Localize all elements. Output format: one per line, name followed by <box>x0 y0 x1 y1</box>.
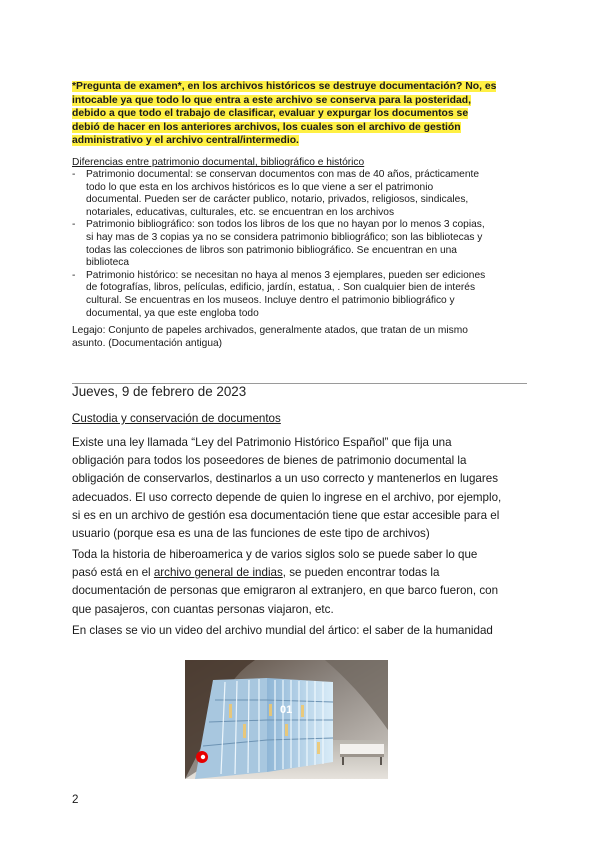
exam-note-line: intocable ya que todo lo que entra a este archivo se conserva para la posteridad, <box>72 94 472 106</box>
list-item-line: documental. Pueden ser de carácter publico, notario, privados, religiosos, sindicales, <box>86 194 469 206</box>
bullet-dash: - <box>72 169 76 180</box>
paragraph-text: , se pueden encontrar todas la <box>282 566 440 580</box>
paragraph-line: usuario (porque esa es una de las funciones de este tipo de archivos) <box>72 527 430 541</box>
paragraph-video-artico: En clases se vio un video del archivo mundial del ártico: el saber de la humanidad <box>72 624 493 637</box>
archivo-indias-underline: archivo general de indias <box>153 566 283 580</box>
paragraph-line: obligación de conservarlos, destinarlos a un uso correcto y mantenerlos en lugares <box>72 472 498 486</box>
list-item-line: de fotografías, libros, películas, edificio, jardín, estatua, . Son cualquier bien de interés <box>86 282 476 294</box>
list-item-line: todas las colecciones de libros son patrimonio bibliográfico. Se encuentran en una <box>86 244 457 256</box>
exam-question-highlight <box>72 80 532 148</box>
paragraph-text: pasó está en el <box>72 566 154 580</box>
legajo-line: asunto. (Documentación antigua) <box>72 337 223 349</box>
list-item-line: si hay mas de 3 copias ya no se considera patrimonio bibliográfico; son las bibliotecas y <box>86 231 483 243</box>
list-item-documental <box>72 169 528 219</box>
archive-vault-image <box>185 660 388 779</box>
list-item-bibliografico <box>72 219 528 269</box>
arctic-archive-photo <box>185 660 388 779</box>
legajo-definition <box>72 325 528 350</box>
paragraph-line: Toda la historia de hiberoamerica y de varios siglos solo se puede saber lo que <box>72 548 478 561</box>
list-item-line: todo lo que esta en los archivos históricos es lo que viene a ser el patrimonio <box>86 181 434 193</box>
paragraph-ley-patrimonio <box>72 434 530 543</box>
paragraph-line: obligación para todos los poseedores de bienes de patrimonio documental la <box>72 454 467 468</box>
bullet-dash: - <box>72 219 76 231</box>
differences-title: Diferencias entre patrimonio documental, bibliográfico e histórico <box>72 157 365 168</box>
exam-note-line: debió de hacer en los anteriores archivos, los cuales son el archivo de gestión <box>72 121 461 133</box>
paragraph-line: adecuados. El uso correcto depende de quien lo ingrese en el archivo, por ejemplo, <box>72 490 502 504</box>
section-title: Custodia y conservación de documentos <box>72 412 281 425</box>
list-item-line: Patrimonio documental: se conservan documentos con mas de 40 años, prácticamente <box>86 169 479 180</box>
paragraph-line: si es en un archivo de gestión esa documentación tiene que estar accesible para el <box>72 508 500 522</box>
bullet-dash: - <box>72 269 76 281</box>
shelf-row <box>195 678 333 779</box>
date-heading: Jueves, 9 de febrero de 2023 <box>72 384 247 399</box>
list-item-line: Patrimonio histórico: se necesitan no haya al menos 3 ejemplares, pueden ser ediciones <box>86 269 486 281</box>
legajo-line: Legajo: Conjunto de papeles archivados, generalmente atados, que tratan de un mismo <box>72 325 468 336</box>
list-item-line: Patrimonio bibliográfico: son todos los libros de los que no hayan por lo menos 3 copias, <box>86 219 485 231</box>
paragraph-archivo-indias <box>72 546 530 619</box>
list-item-line: notariales, educativas, culturales, etc. se encuentran en los archivos <box>86 206 395 218</box>
exam-note-line: *Pregunta de examen*, en los archivos históricos se destruye documentación? No, es <box>72 81 497 92</box>
list-item-line: cultural. Se encuentras en los museos. Incluye dentro el patrimonio bibliográfico y <box>86 294 455 306</box>
paragraph-line: Existe una ley llamada “Ley del Patrimonio Histórico Español” que fija una <box>72 436 452 449</box>
paragraph-line <box>72 564 530 582</box>
differences-list <box>72 169 528 320</box>
list-item-historico <box>72 270 528 320</box>
list-item-line: documental, ya que este engloba todo <box>86 307 259 319</box>
paragraph-line: documentación de personas que emigraron al extranjero, en que barco fueron, con <box>72 584 499 598</box>
exam-note-line: administrativo y el archivo central/intermedio. <box>72 135 299 147</box>
paragraph-line: que pasajeros, con cuantas personas viajaron, etc. <box>72 602 334 616</box>
vodafone-logo-icon <box>196 751 208 763</box>
list-item-line: biblioteca <box>86 257 130 269</box>
exam-note-line: debido a que todo el trabajo de clasificar, evaluar y expurgar los documentos se <box>72 108 469 120</box>
page-number: 2 <box>72 793 79 806</box>
photo-overlay-number: 01 <box>280 704 293 716</box>
